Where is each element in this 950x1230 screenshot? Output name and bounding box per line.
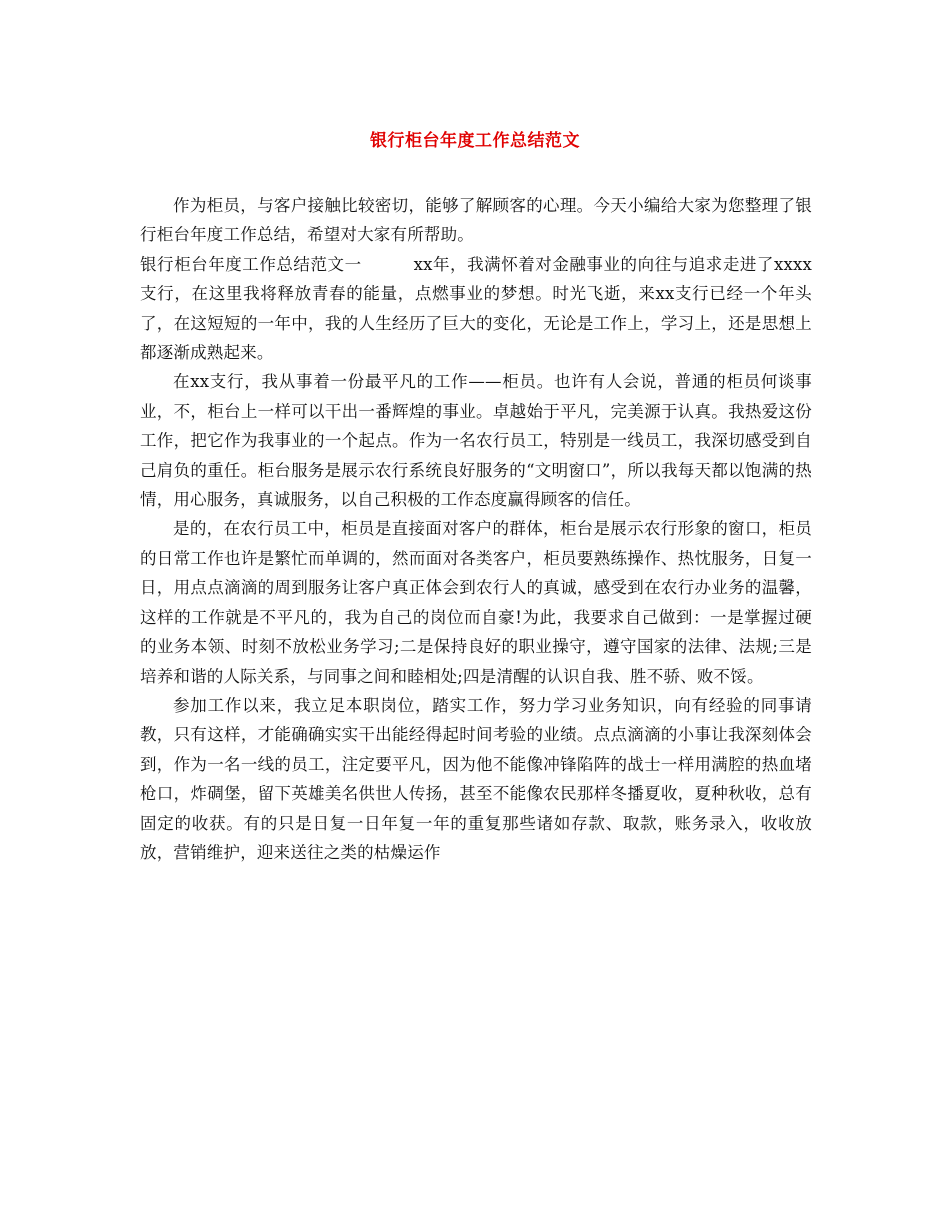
document-title: 银行柜台年度工作总结范文: [370, 131, 580, 151]
document-body: [140, 191, 812, 867]
paragraph-teller-duties: 是的，在农行员工中，柜员是直接面对客户的群体，柜台是展示农行形象的窗口，柜员的日常工作也许是繁忙而单调的，然而面对各类客户，柜员要熟练操作、热忱服务，日复一日，用点点滴滴的周到服务让客户真正体会到农行人的真诚，感受到在农行办业务的温馨，这样的工作就是不平凡的，我为自己的岗位而自豪!为此，我要求自己做到：一是掌握过硬的业务本领、时刻不放松业务学习;二是保持良好的职业操守，遵守国家的法律、法规;三是培养和谐的人际关系，与同事之间和睦相处;四是清醒的认识自我、胜不骄、败不馁。: [140, 519, 812, 686]
sample-text: xx年，我满怀着对金融事业的向往与追求走进了xxxx支行，在这里我将释放青春的能量，点燃事业的梦想。时光飞逝，来xx支行已经一个年头了，在这短短的一年中，我的人生经历了巨大的变化，无论是工作上，学习上，还是思想上都逐渐成熟起来。: [140, 254, 812, 363]
paragraph-teller-work: 在xx支行，我从事着一份最平凡的工作——柜员。也许有人会说，普通的柜员何谈事业，不，柜台上一样可以干出一番辉煌的事业。卓越始于平凡，完美源于认真。我热爱这份工作，把它作为我事业的一个起点。作为一名农行员工，特别是一线员工，我深切感受到自己肩负的重任。柜台服务是展示农行系统良好服务的“文明窗口”，所以我每天都以饱满的热情，用心服务，真诚服务，以自己积极的工作态度赢得顾客的信任。: [140, 372, 812, 510]
paragraph-since-working: 参加工作以来，我立足本职岗位，踏实工作，努力学习业务知识，向有经验的同事请教，只有这样，才能确确实实干出能经得起时间考验的业绩。点点滴滴的小事让我深刻体会到，作为一名一线的员工，注定要平凡，因为他不能像冲锋陷阵的战士一样用满腔的热血堵枪口，炸碉堡，留下英雄美名供世人传扬，甚至不能像农民那样冬播夏收，夏种秋收，总有固定的收获。有的只是日复一日年复一年的重复那些诸如存款、取款，账务录入，收收放放，营销维护，迎来送往之类的枯燥运作: [140, 695, 812, 862]
paragraph-intro: 作为柜员，与客户接触比较密切，能够了解顾客的心理。今天小编给大家为您整理了银行柜台年度工作总结，希望对大家有所帮助。: [140, 196, 812, 245]
paragraph-sample-one: [140, 250, 812, 368]
sample-heading: 银行柜台年度工作总结范文一: [140, 254, 362, 274]
